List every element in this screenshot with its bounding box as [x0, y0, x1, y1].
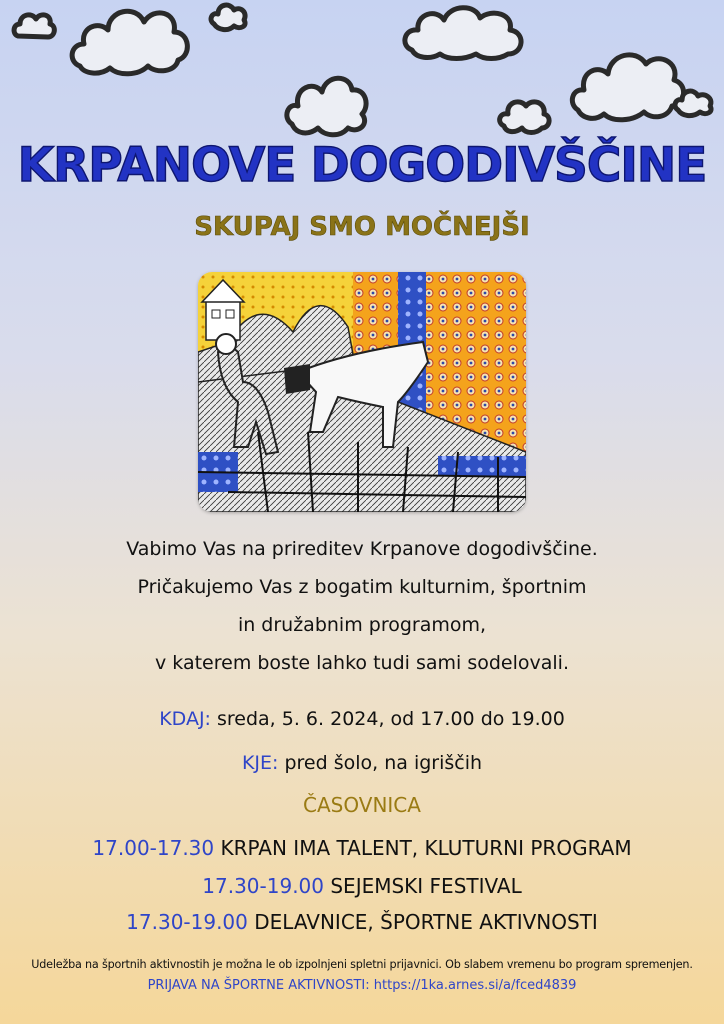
schedule-time: 17.30-19.00: [126, 910, 248, 934]
when-label: KDAJ:: [159, 708, 211, 730]
when-row: [0, 708, 724, 730]
schedule-time: 17.00-17.30: [92, 836, 215, 860]
schedule-row: [0, 874, 724, 898]
cloud-icon: [10, 6, 58, 46]
cloud-icon: [568, 38, 688, 128]
invitation-line: Pričakujemo Vas z bogatim kulturnim, športnim: [137, 576, 587, 598]
schedule-row: [0, 836, 724, 860]
invitation-line: in družabnim programom,: [237, 614, 487, 636]
invitation-line: v katerem boste lahko tudi sami sodelovali.: [155, 652, 569, 674]
cloud-icon: [672, 84, 716, 120]
cloud-icon: [208, 0, 250, 34]
schedule-activity: SEJEMSKI FESTIVAL: [330, 874, 522, 898]
schedule-row: [0, 910, 724, 934]
cloud-icon: [66, 0, 196, 80]
where-row: [0, 752, 724, 774]
poster-title: KRPANOVE DOGODIVŠČINE: [17, 138, 707, 193]
artwork-image: [198, 272, 526, 512]
cloud-icon: [282, 62, 372, 140]
poster-subtitle: SKUPAJ SMO MOČNEJŠI: [194, 212, 530, 242]
invitation-line: Vabimo Vas na prireditev Krpanove dogodivščine.: [126, 538, 598, 560]
krpan-and-horse-drawing-icon: [198, 272, 526, 512]
participation-note: Udeležba na športnih aktivnostih je možna le ob izpolnjeni spletni prijavnici. Ob slabem vremenu bo program spremenjen.: [31, 958, 693, 971]
schedule-activity: DELAVNICE, ŠPORTNE AKTIVNOSTI: [254, 910, 598, 934]
cloud-icon: [400, 0, 530, 62]
where-label: KJE:: [241, 752, 279, 774]
schedule-activity: KRPAN IMA TALENT, KLUTURNI PROGRAM: [220, 836, 632, 860]
where-value: pred šolo, na igriščih: [284, 752, 483, 774]
when-value: sreda, 5. 6. 2024, od 17.00 do 19.00: [217, 708, 565, 730]
registration-link[interactable]: PRIJAVA NA ŠPORTNE AKTIVNOSTI: https://1ka.arnes.si/a/fced4839: [147, 978, 577, 993]
cloud-icon: [496, 92, 554, 136]
invitation-text: [0, 530, 724, 682]
schedule-time: 17.30-19.00: [202, 874, 324, 898]
schedule-title: ČASOVNICA: [303, 793, 421, 817]
